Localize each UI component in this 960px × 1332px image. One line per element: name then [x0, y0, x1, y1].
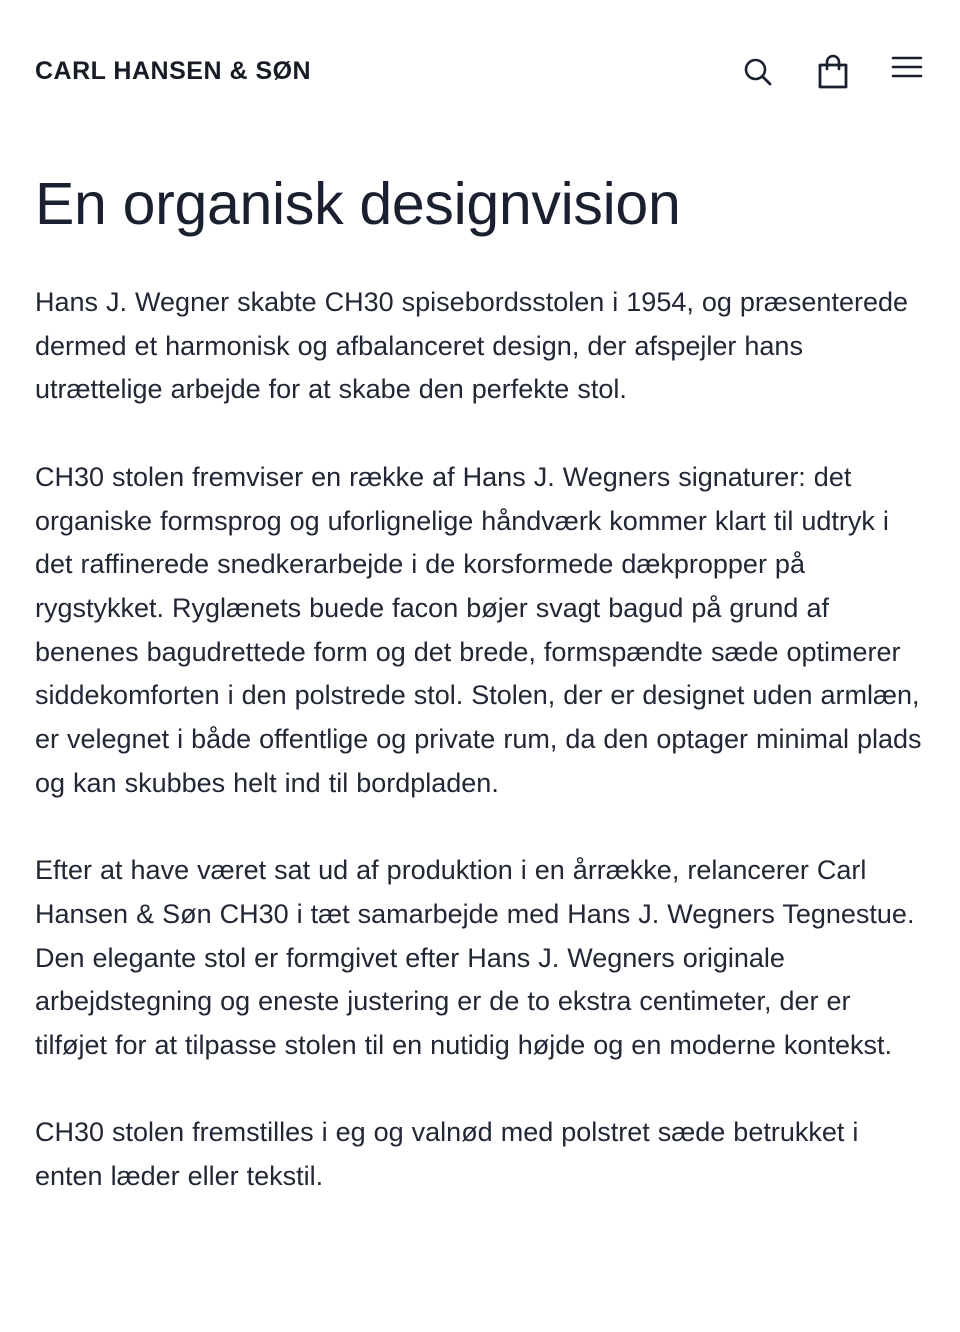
hamburger-menu-icon [891, 55, 923, 81]
cart-button[interactable] [811, 50, 855, 94]
shopping-bag-icon [817, 54, 849, 90]
brand-logo[interactable]: CARL HANSEN & SØN [35, 57, 312, 85]
article-paragraph-3: Efter at have været sat ud af produktion i en årrække, relancerer Carl Hansen & Søn CH30 i tæt samarbejde med Hans J. Wegners Tegnestue. Den elegante stol er formgivet efter Hans J. Wegners originale arbejdstegning og eneste justering er de to ekstra centimeter, der er tilføjet for at tilpasse stolen til en nutidig højde og en moderne kontekst. [35, 855, 915, 1060]
article-paragraph-4: CH30 stolen fremstilles i eg og valnød med polstret sæde betrukket i enten læder eller tekstil. [35, 1117, 859, 1192]
menu-button[interactable] [885, 46, 929, 90]
article-paragraph-2: CH30 stolen fremviser en række af Hans J. Wegners signaturer: det organiske formsprog og uforlignelige håndværk kommer klart til udtryk i det raffinerede snedkerarbejde i de korsformede dækpropper på rygstykket. Ryglænets buede facon bøjer svagt bagud på grund af benenes bagudrettede form og det brede, formspændte sæde optimerer siddekomforten i den polstrede stol. Stolen, der er designet uden armlæn, er velegnet i både offentlige og private rum, da den optager minimal plads og kan skubbes helt ind til bordpladen. [35, 461, 922, 798]
site-header [0, 0, 960, 140]
page-title: En organisk designvision [35, 171, 681, 237]
search-button[interactable] [736, 50, 780, 94]
article-paragraph-1: Hans J. Wegner skabte CH30 spisebordsstolen i 1954, og præsenterede dermed et harmonisk og afbalanceret design, der afspejler hans utrættelige arbejde for at skabe den perfekte stol. [35, 287, 908, 405]
search-icon [743, 57, 773, 87]
article-content [35, 160, 930, 1199]
